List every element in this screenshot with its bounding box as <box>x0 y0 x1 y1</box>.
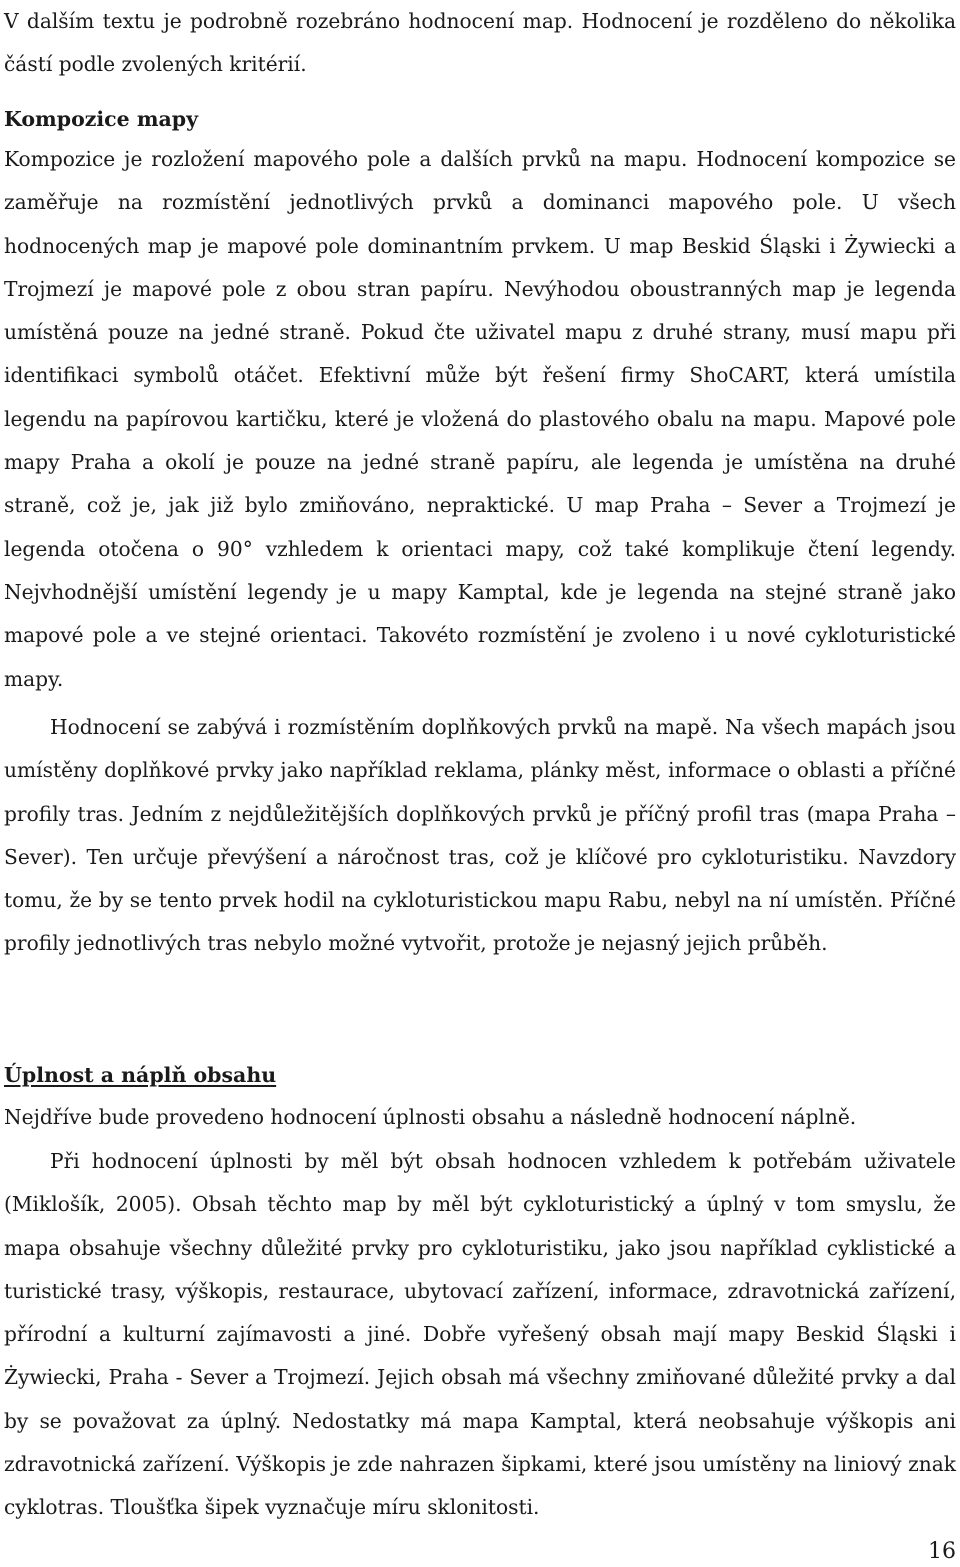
intro-paragraph: V dalším textu je podrobně rozebráno hodnocení map. Hodnocení je rozděleno do několika částí podle zvolených kritérií. <box>4 9 956 77</box>
uplnost-paragraph-2: Při hodnocení úplnosti by měl být obsah hodnocen vzhledem k potřebám uživatele (Miklošík, 2005). Obsah těchto map by měl být cykloturistický a úplný v tom smyslu, že mapa obsahuje všechny důležité prvky pro cykloturistiku, jako jsou například cyklistické a turistické trasy, výškopis, restaurace, ubytovací zařízení, informace, zdravotnická zařízení, přírodní a kulturní zajímavosti a jiné. Dobře vyřešený obsah mají mapy Beskid Śląski i Żywiecki, Praha - Sever a Trojmezí. Jejich obsah má všechny zmiňované důležité prvky a dal by se považovat za úplný. Nedostatky má mapa Kamptal, která neobsahuje výškopis ani zdravotnická zařízení. Výškopis je zde nahrazen šipkami, které jsou umístěny na liniový znak cyklotras. Tloušťka šipek vyznačuje míru sklonitosti. <box>4 1149 956 1520</box>
uplnost-paragraph-1: Nejdříve bude provedeno hodnocení úplnosti obsahu a následně hodnocení náplně. <box>4 1105 857 1129</box>
kompozice-paragraph-2: Hodnocení se zabývá i rozmístěním doplňkových prvků na mapě. Na všech mapách jsou umístěny doplňkové prvky jako například reklama, plánky měst, informace o oblasti a příčné profily tras. Jedním z nejdůležitějších doplňkových prvků je příčný profil tras (mapa Praha – Sever). Ten určuje převýšení a náročnost tras, což je klíčové pro cykloturistiku. Navzdory tomu, že by se tento prvek hodil na cykloturistickou mapu Rabu, nebyl na ní umístěn. Příčné profily jednotlivých tras nebylo možné vytvořit, protože je nejasný jejich průběh. <box>4 715 956 956</box>
section-heading-uplnost: Úplnost a náplň obsahu <box>4 1063 277 1087</box>
page-number: 16 <box>928 1539 956 1564</box>
section-heading-kompozice: Kompozice mapy <box>4 107 199 131</box>
kompozice-paragraph-1: Kompozice je rozložení mapového pole a dalších prvků na mapu. Hodnocení kompozice se zaměřuje na rozmístění jednotlivých prvků a dominanci mapového pole. U všech hodnocených map je mapové pole dominantním prvkem. U map Beskid Śląski i Żywiecki a Trojmezí je mapové pole z obou stran papíru. Nevýhodou oboustranných map je legenda umístěná pouze na jedné straně. Pokud čte uživatel mapu z druhé strany, musí mapu při identifikaci symbolů otáčet. Efektivní může být řešení firmy ShoCART, která umístila legendu na papírovou kartičku, které je vložená do plastového obalu na mapu. Mapové pole mapy Praha a okolí je pouze na jedné straně papíru, ale legenda je umístěna na druhé straně, což je, jak již bylo zmiňováno, nepraktické. U map Praha – Sever a Trojmezí je legenda otočena o 90° vzhledem k orientaci mapy, což také komplikuje čtení legendy. Nejvhodnější umístění legendy je u mapy Kamptal, kde je legenda na stejné straně jako mapové pole a ve stejné orientaci. Takovéto rozmístění je zvoleno i u nové cykloturistické mapy. <box>4 147 956 691</box>
